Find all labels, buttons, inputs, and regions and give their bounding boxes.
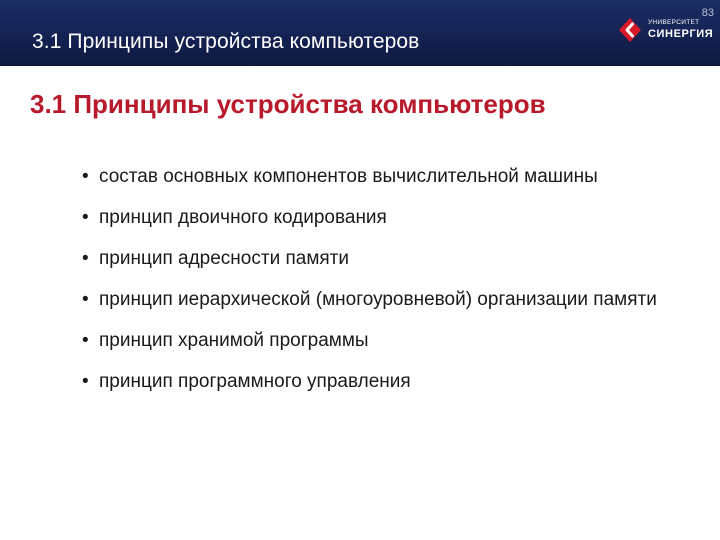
synergy-logo-icon: [618, 17, 642, 43]
university-logo: [618, 13, 714, 47]
bullet-item: [82, 246, 692, 272]
bullet-item: [82, 369, 692, 395]
logo-text-synergy: СИНЕРГИЯ: [648, 27, 714, 40]
bullet-text: принцип хранимой программы: [99, 330, 369, 351]
header-title: 3.1 Принципы устройства компьютеров: [32, 30, 420, 53]
header-bar: [0, 0, 720, 66]
bullet-text: принцип программного управления: [99, 371, 411, 392]
slide-title: 3.1 Принципы устройства компьютеров: [30, 89, 546, 119]
bullet-item: [82, 164, 692, 190]
bullet-item: [82, 205, 692, 231]
bullet-item: [82, 287, 692, 313]
bullet-dot-icon: •: [82, 330, 89, 351]
bullet-text: принцип двоичного кодирования: [99, 207, 387, 228]
bullet-dot-icon: •: [82, 166, 89, 187]
bullet-text: принцип иерархической (многоуровневой) организации памяти: [99, 289, 657, 310]
bullet-text: принцип адресности памяти: [99, 248, 349, 269]
logo-text-university: УНИВЕРСИТЕТ: [648, 19, 700, 27]
bullet-list: [82, 164, 692, 410]
bullet-item: [82, 328, 692, 354]
bullet-dot-icon: •: [82, 248, 89, 269]
bullet-dot-icon: •: [82, 371, 89, 392]
page-number: 83: [701, 7, 714, 19]
bullet-dot-icon: •: [82, 207, 89, 228]
bullet-dot-icon: •: [82, 289, 89, 310]
bullet-text: состав основных компонентов вычислительной машины: [99, 166, 598, 187]
